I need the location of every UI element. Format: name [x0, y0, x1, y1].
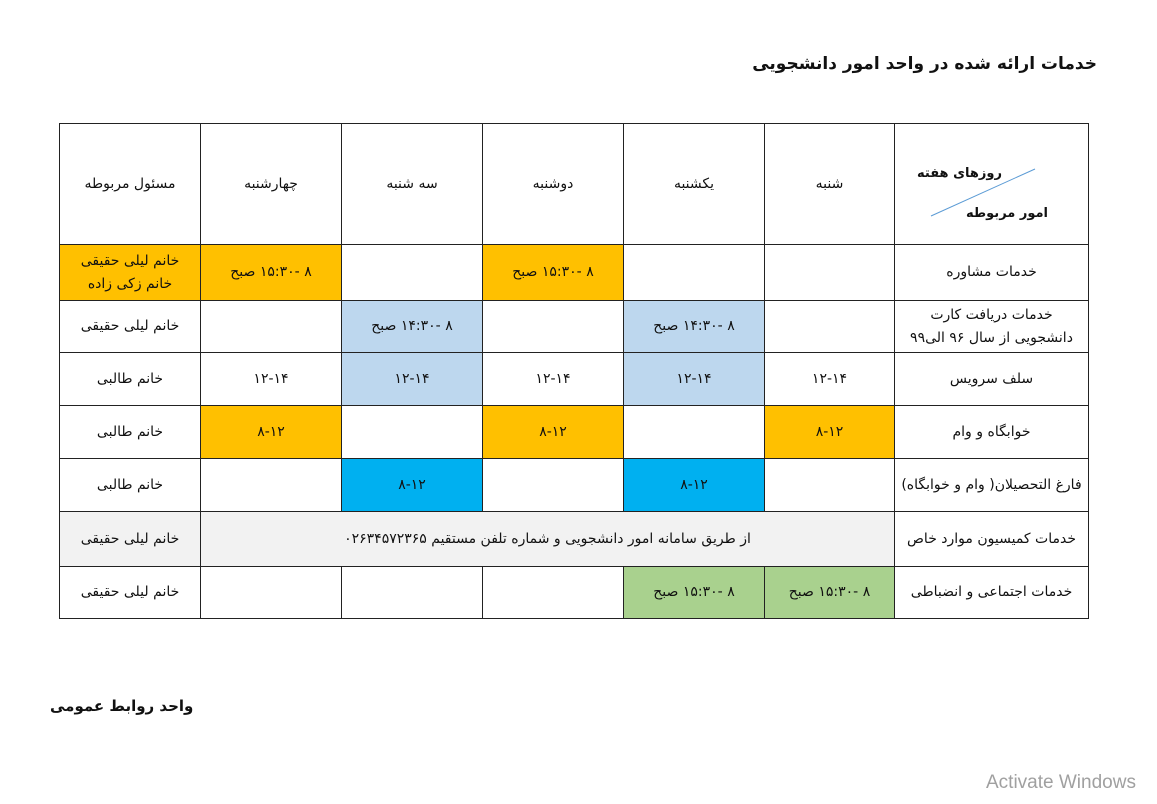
cell-monday: ۸-۱۲ — [483, 406, 624, 459]
cell-tuesday: ۱۲-۱۴ — [342, 353, 483, 406]
public-relations-footer: واحد روابط عمومی — [50, 697, 194, 715]
cell-responsible: خانم لیلی حقیقی — [60, 567, 201, 619]
services-schedule-table — [59, 123, 1089, 619]
cell-tuesday — [342, 406, 483, 459]
table-row — [60, 353, 1089, 406]
related-affairs-label: امور مربوطه — [966, 206, 1048, 221]
header-saturday: شنبه — [765, 124, 895, 245]
header-tuesday: سه شنبه — [342, 124, 483, 245]
table-row — [60, 567, 1089, 619]
cell-monday: ۸ -۱۵:۳۰ صبح — [483, 245, 624, 301]
header-wednesday: چهارشنبه — [201, 124, 342, 245]
cell-responsible: خانم لیلی حقیقی — [60, 301, 201, 353]
cell-saturday — [765, 459, 895, 512]
table-row — [60, 245, 1089, 301]
cell-sunday: ۱۲-۱۴ — [624, 353, 765, 406]
cell-sunday — [624, 245, 765, 301]
cell-tuesday: ۸ -۱۴:۳۰ صبح — [342, 301, 483, 353]
header-sunday: یکشنبه — [624, 124, 765, 245]
cell-monday — [483, 301, 624, 353]
cell-responsible: خانم لیلی حقیقی خانم زکی زاده — [60, 245, 201, 301]
cell-tuesday — [342, 567, 483, 619]
cell-sunday — [624, 406, 765, 459]
cell-wednesday: ۸-۱۲ — [201, 406, 342, 459]
cell-responsible: خانم لیلی حقیقی — [60, 512, 201, 567]
cell-saturday — [765, 245, 895, 301]
cell-monday — [483, 459, 624, 512]
days-of-week-label: روزهای هفته — [917, 166, 1002, 181]
cell-tuesday: ۸-۱۲ — [342, 459, 483, 512]
cell-wednesday — [201, 459, 342, 512]
cell-tuesday — [342, 245, 483, 301]
header-row — [60, 124, 1089, 245]
cell-saturday — [765, 301, 895, 353]
service-name: خدمات مشاوره — [895, 245, 1089, 301]
cell-wednesday — [201, 567, 342, 619]
cell-sunday: ۸ -۱۴:۳۰ صبح — [624, 301, 765, 353]
cell-wednesday: ۸ -۱۵:۳۰ صبح — [201, 245, 342, 301]
service-name: سلف سرویس — [895, 353, 1089, 406]
table-row — [60, 406, 1089, 459]
service-name: خوابگاه و وام — [895, 406, 1089, 459]
cell-saturday: ۸ -۱۵:۳۰ صبح — [765, 567, 895, 619]
service-name: خدمات دریافت کارت دانشجویی از سال ۹۶ الی۹۹ — [895, 301, 1089, 353]
header-responsible: مسئول مربوطه — [60, 124, 201, 245]
cell-sunday: ۸ -۱۵:۳۰ صبح — [624, 567, 765, 619]
cell-wednesday: ۱۲-۱۴ — [201, 353, 342, 406]
cell-sunday: ۸-۱۲ — [624, 459, 765, 512]
corner-header-cell — [895, 124, 1089, 245]
service-name: فارغ التحصیلان( وام و خوابگاه) — [895, 459, 1089, 512]
table-row — [60, 301, 1089, 353]
table-row — [60, 459, 1089, 512]
service-name: خدمات کمیسیون موارد خاص — [895, 512, 1089, 567]
service-name: خدمات اجتماعی و انضباطی — [895, 567, 1089, 619]
cell-saturday: ۱۲-۱۴ — [765, 353, 895, 406]
cell-saturday: ۸-۱۲ — [765, 406, 895, 459]
cell-monday: ۱۲-۱۴ — [483, 353, 624, 406]
cell-monday — [483, 567, 624, 619]
cell-wednesday — [201, 301, 342, 353]
cell-responsible: خانم طالبی — [60, 353, 201, 406]
merged-contact-cell: از طریق سامانه امور دانشجویی و شماره تلفن مستقیم ۰۲۶۳۴۵۷۲۳۶۵ — [201, 512, 895, 567]
activate-windows-watermark: Activate Windows — [986, 772, 1136, 793]
cell-responsible: خانم طالبی — [60, 406, 201, 459]
table-row — [60, 512, 1089, 567]
cell-responsible: خانم طالبی — [60, 459, 201, 512]
page-title: خدمات ارائه شده در واحد امور دانشجویی — [752, 54, 1097, 74]
header-monday: دوشنبه — [483, 124, 624, 245]
